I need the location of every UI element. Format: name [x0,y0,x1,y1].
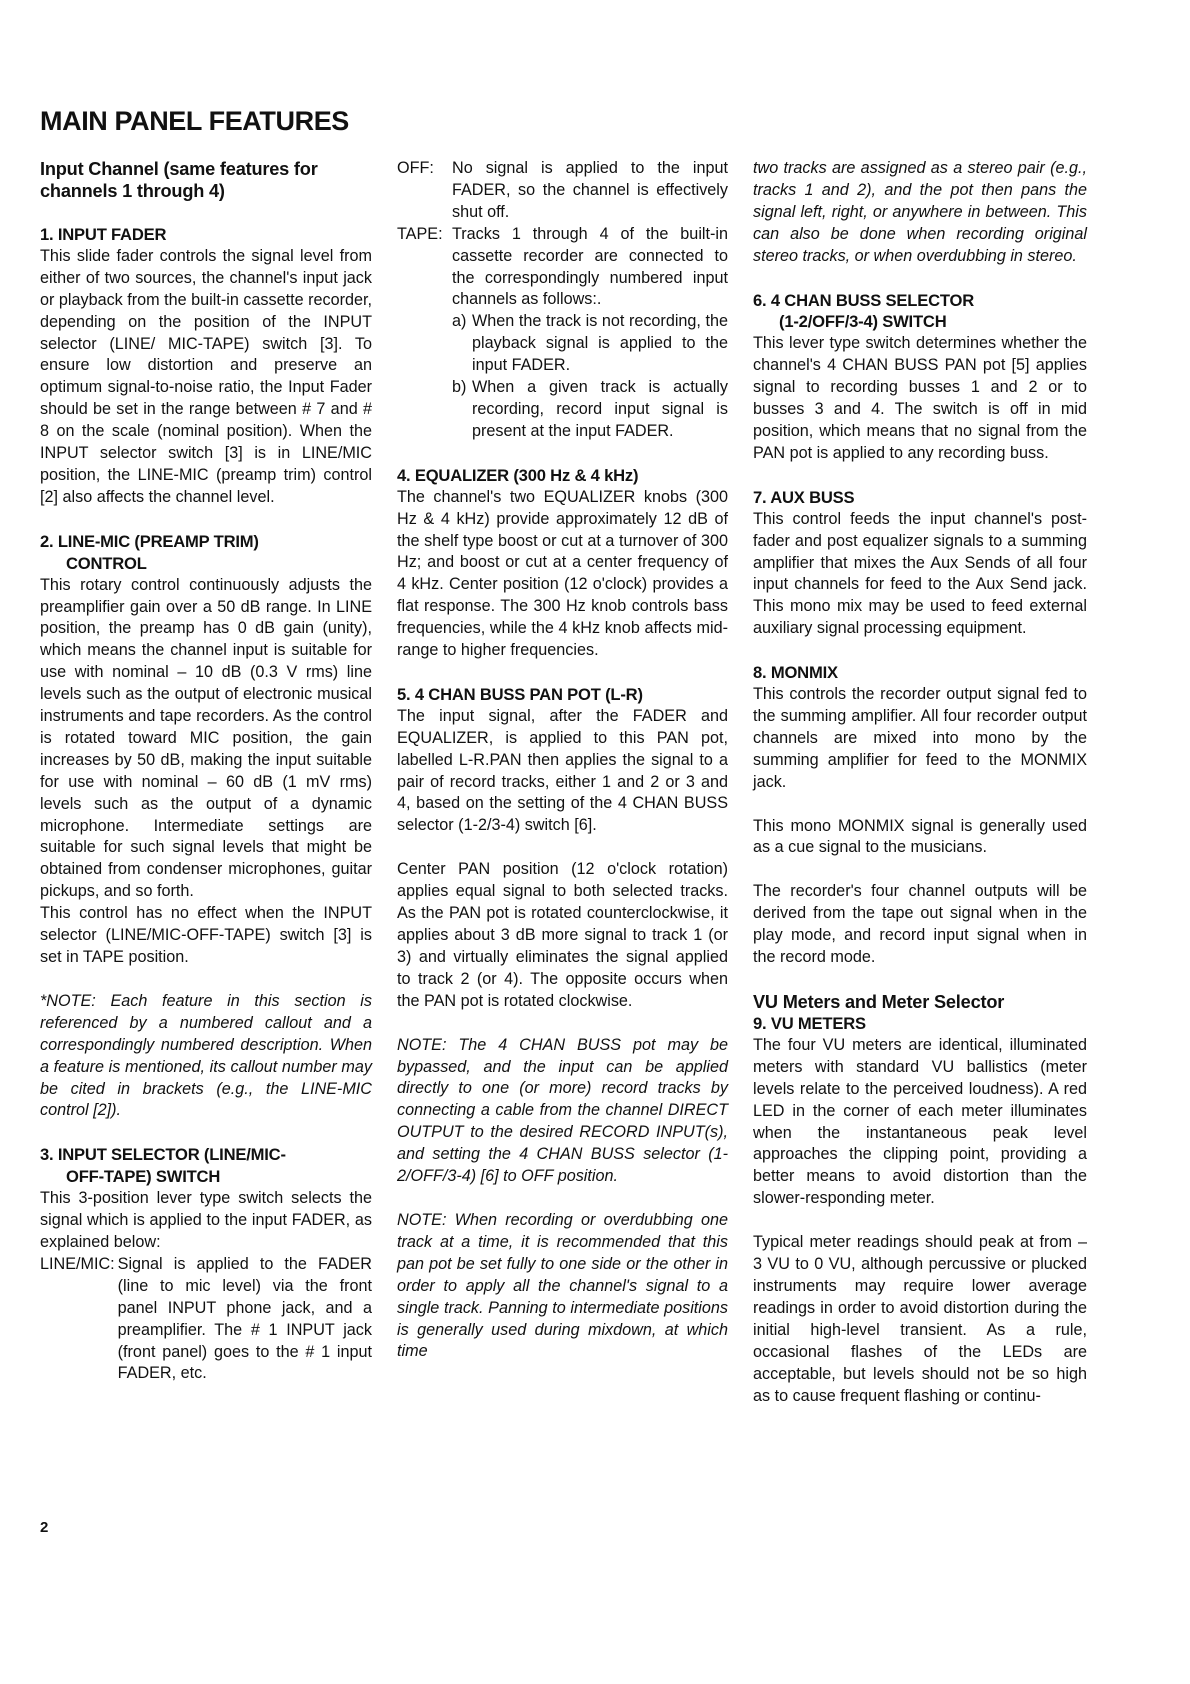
switch-desc-tape: Tracks 1 through 4 of the built-in cassette recorder are connected to the correspondingly numbered input channels as follows:. [452,224,728,309]
column-2 [397,158,728,1363]
item-3-heading [40,1144,372,1188]
tape-case-b-text: When a given track is actually recording, record input signal is present at the input FADER. [472,378,728,440]
column-3 [753,158,1087,1407]
overdub-note: NOTE: When recording or overdubbing one track at a time, it is recommended that this pan pot be set fully to one side or the other in order to apply all the channel's signal to a single track. Panning to intermediate positions is generally used during mixdown, at which time [397,1210,728,1361]
section-heading-line-1: Input Channel (same features for [40,159,318,179]
item-8-text-1: This controls the recorder output signal fed to the summing amplifier. All four recorder output channels are mixed into mono by the summing amplifier for feed to the MONMIX jack. [753,685,1087,791]
item-7-heading: 7. AUX BUSS [753,487,855,507]
item-3-heading-line-1: 3. INPUT SELECTOR (LINE/MIC- [40,1145,286,1165]
item-8-text-2: This mono MONMIX signal is generally used as a cue signal to the musicians. [753,816,1087,857]
item-2-heading [40,531,372,575]
item-9-heading: 9. VU METERS [753,1014,866,1033]
item-2-heading-line-1: 2. LINE-MIC (PREAMP TRIM) [40,531,259,551]
tape-case-a-label: a) [452,312,467,331]
item-6-heading [753,290,1087,334]
item-1-heading: 1. INPUT FADER [40,225,167,244]
item-3-text: This 3-position lever type switch selects the signal which is applied to the input FADER, as explained below: [40,1189,372,1251]
item-6-heading-line-1: 6. 4 CHAN BUSS SELECTOR [753,290,974,310]
switch-term-tape: TAPE: [397,224,443,243]
item-6-text: This lever type switch determines whether the channel's 4 CHAN BUSS PAN pot [5] applies signal to recording busses 1 and 2 or to busses 3 and 4. The switch is off in mid position, which means that no signal from the PAN pot is applied to any recording buss. [753,334,1087,462]
switch-position-tape [397,224,728,443]
item-2-text-1: This rotary control continuously adjusts the preamplifier gain over a 50 dB range. In LINE position, the preamp has 0 dB gain (unity), which means the channel input is suitable for use with nominal – 10 dB (0.3 V rms) line levels such as the output of electronic musical instruments and tape recorders. As the control is rotated toward MIC position, the gain increases by 50 dB, making the input suitable for use with nominal – 60 dB (1 mV rms) levels such as the output of a dynamic microphone. Intermediate settings are suitable for such signal levels that might be obtained from condenser microphones, guitar pickups, and so forth. [40,575,372,901]
overdub-note-continued: two tracks are assigned as a stereo pair (e.g., tracks 1 and 2), and the pot then pans the signal left, right, or anywhere in between. This can also be done when recording original stereo tracks, or when overdubbing in stereo. [753,159,1087,265]
item-2-heading-line-2: CONTROL [66,553,147,573]
section-heading-input-channel [40,158,372,202]
switch-term-off: OFF: [397,159,434,177]
item-8-text-3: The recorder's four channel outputs will be derived from the tape out signal when in the play mode, and record input signal when in the record mode. [753,882,1087,967]
tape-case-b [452,377,728,443]
callout-note: *NOTE: Each feature in this section is referenced by a numbered callout and a correspondingly numbered description. When a feature is mentioned, its callout number may be cited in brackets (e.g., the LINE-MIC control [2]). [40,991,372,1120]
tape-case-a [452,311,728,377]
item-8-heading: 8. MONMIX [753,663,838,683]
tape-case-b-label: b) [452,378,467,397]
switch-desc-tape-block [452,224,728,443]
item-9-text-1: The four VU meters are identical, illuminated meters with standard VU ballistics (meter levels relate to the perceived loudness). A red LED in the corner of each meter illuminates when the instantaneous peak level approaches the clipping point, providing a better means to avoid distortion than the slower-responding meter. [753,1035,1087,1208]
item-6-heading-line-2: (1-2/OFF/3-4) SWITCH [779,312,947,332]
item-5-text-1: The input signal, after the FADER and EQUALIZER, is applied to this PAN pot, labelled L-R.PAN then applies the signal to a pair of record tracks, either 1 and 2 or 3 and 4, based on the setting of the 4 CHAN BUSS selector (1-2/3-4) switch [6]. [397,706,728,835]
item-4-heading: 4. EQUALIZER (300 Hz & 4 kHz) [397,465,639,485]
pan-bypass-note: NOTE: The 4 CHAN BUSS pot may be bypassed, and the input can be applied directly to one (or more) record tracks by connecting a cable from the channel DIRECT OUTPUT to the desired RECORD INPUT(s), and setting the 4 CHAN BUSS selector (1-2/OFF/3-4) [6] to OFF position. [397,1035,728,1186]
page-title: MAIN PANEL FEATURES [40,106,349,136]
section-heading-line-2: channels 1 through 4) [40,181,225,201]
switch-position-line-mic [40,1254,372,1385]
item-5-heading: 5. 4 CHAN BUSS PAN POT (L-R) [397,684,643,704]
switch-positions-list [397,158,728,443]
item-7-text: This control feeds the input channel's post-fader and post equalizer signals to a summing amplifier that mixes the Aux Sends of all four input channels for feed to the Aux Send jack. This mono mix may be used to feed external auxiliary signal processing equipment. [753,509,1087,638]
item-5-text-2: Center PAN position (12 o'clock rotation) applies equal signal to both selected tracks. As the PAN pot is rotated counterclockwise, it applies about 3 dB more signal to track 1 (or 3) and virtually eliminates the signal applied to track 2 (or 4). The opposite occurs when the PAN pot is rotated clockwise. [397,860,728,1010]
section-heading-vu-meters: VU Meters and Meter Selector [753,992,1005,1012]
item-9-text-2: Typical meter readings should peak at from – 3 VU to 0 VU, although percussive or plucked instruments may require lower average readings in order to avoid distortion during the initial high-level transient. As a rule, occasional flashes of the LEDs are acceptable, but levels should not be so high as to cause frequent flashing or continu- [753,1233,1087,1405]
item-2-text-2: This control has no effect when the INPUT selector (LINE/MIC-OFF-TAPE) switch [3] is set in TAPE position. [40,904,372,966]
page-number: 2 [40,1519,49,1536]
item-1-text: This slide fader controls the signal level from either of two sources, the channel's input jack or playback from the built-in cassette recorder, depending on the position of the INPUT selector (LINE/ MIC-TAPE) switch [3]. To ensure low distortion and preserve an optimum signal-to-noise ratio, the Input Fader should be set in the range between # 7 and # 8 on the scale (nominal position). When the INPUT selector switch [3] is in LINE/MIC position, the LINE-MIC (preamp trim) control [2] also affects the channel level. [40,246,372,506]
tape-case-a-text: When the track is not recording, the playback signal is applied to the input FADER. [472,312,728,375]
item-4-text: The channel's two EQUALIZER knobs (300 Hz & 4 kHz) provide approximately 12 dB of the shelf type boost or cut at a turnover of 300 Hz; and boost or cut at a center frequency of 4 kHz. Center position (12 o'clock) provides a flat response. The 300 Hz knob controls bass frequencies, while the 4 kHz knob affects mid-range to higher frequencies. [397,487,728,660]
item-3-heading-line-2: OFF-TAPE) SWITCH [66,1167,221,1187]
switch-desc-line-mic: Signal is applied to the FADER (line to mic level) via the front panel INPUT phone jack, and a preamplifier. The # 1 INPUT jack (front panel) goes to the # 1 input FADER, etc. [117,1254,372,1383]
switch-term-line-mic: LINE/MIC: [40,1254,115,1273]
switch-position-off [397,158,728,224]
switch-desc-off: No signal is applied to the input FADER, so the channel is effectively shut off. [452,159,728,221]
column-1 [40,158,372,1385]
